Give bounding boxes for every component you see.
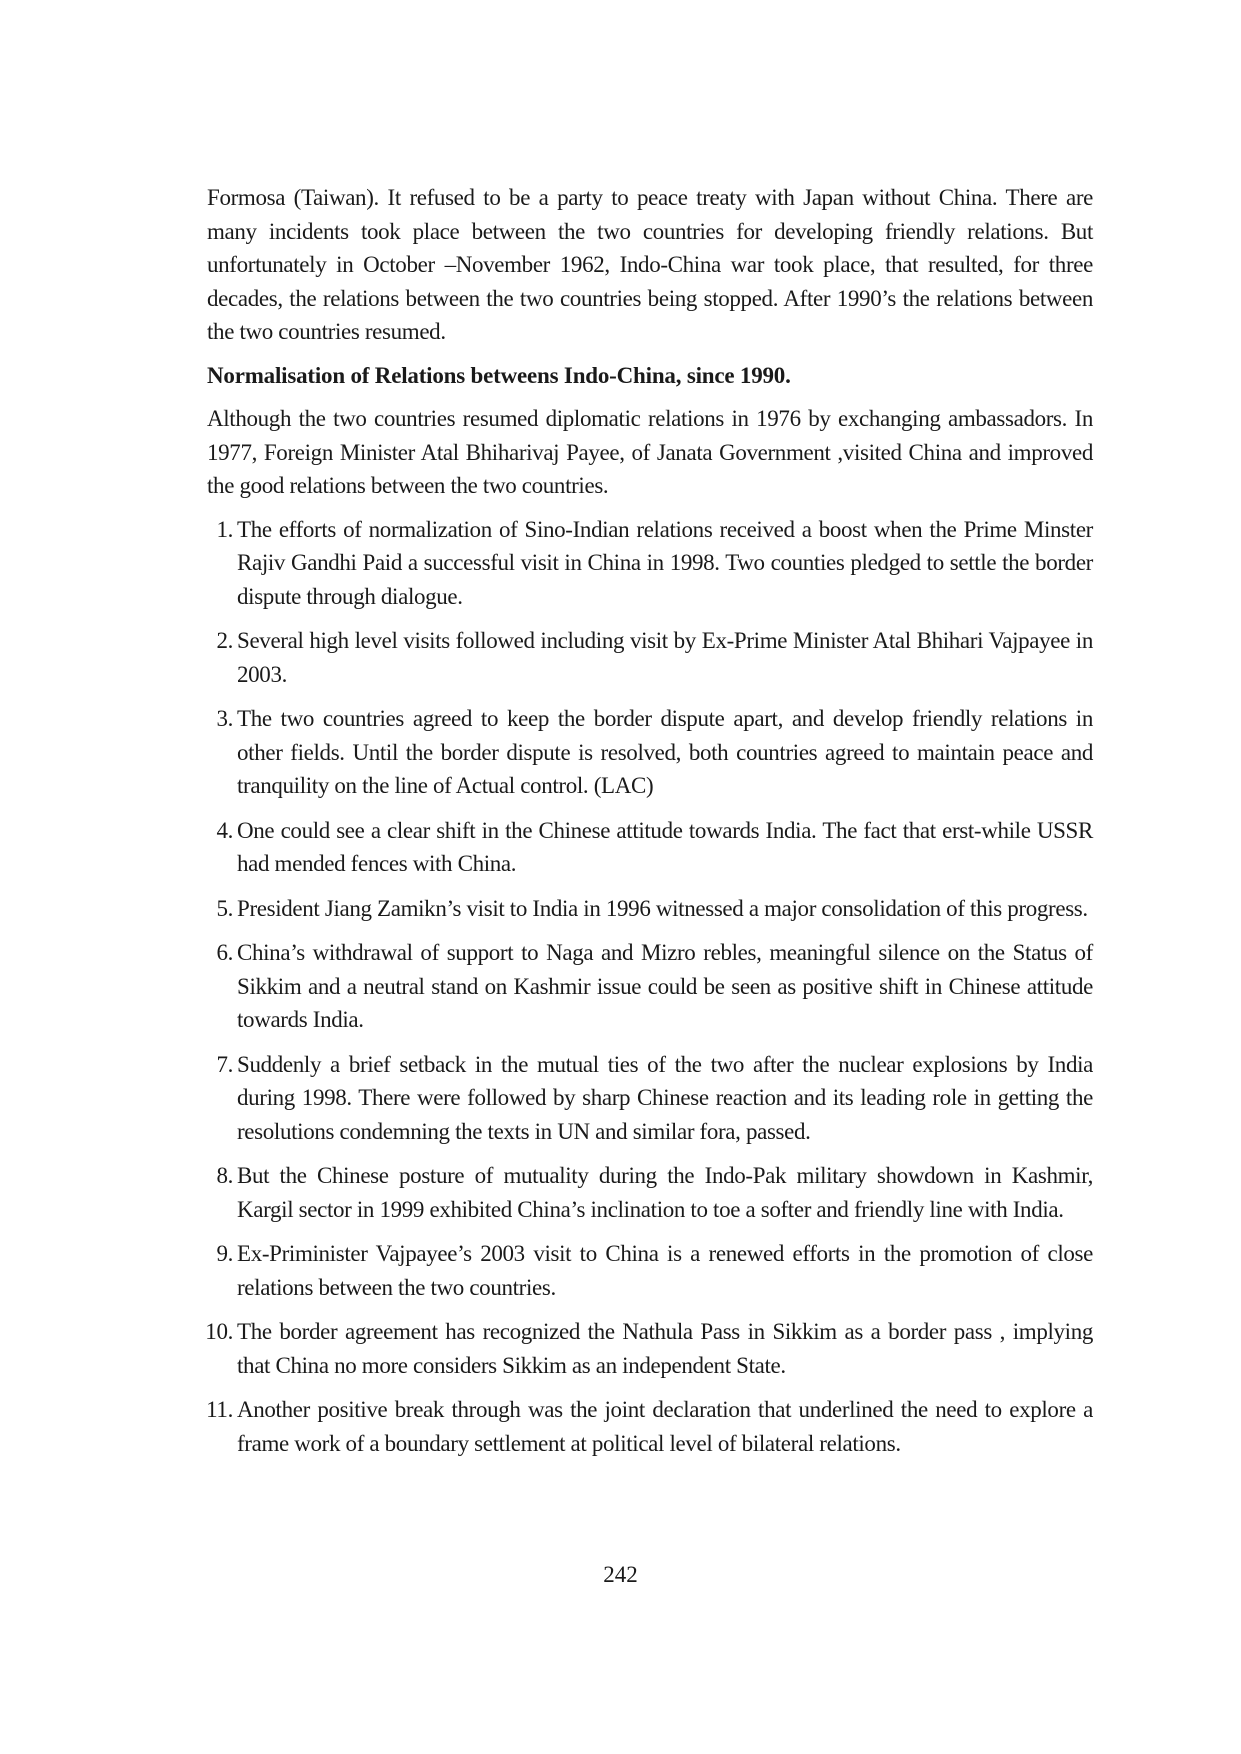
- list-item-text: Another positive break through was the joint declaration that underlined the need to explore a frame work of a boundary settlement at political level of bilateral relations.: [237, 1397, 1093, 1456]
- list-item-text: President Jiang Zamikn’s visit to India in 1996 witnessed a major consolidation of this progress.: [237, 895, 1088, 921]
- list-item-text: Suddenly a brief setback in the mutual ties of the two after the nuclear explosions by India during 1998. There were followed by sharp Chinese reaction and its leading role in getting the resolutions condemning the texts in UN and similar fora, passed.: [237, 1051, 1093, 1144]
- list-item: [207, 624, 1093, 691]
- list-item: [207, 814, 1093, 881]
- list-item-number: 3.: [216, 706, 233, 731]
- section-paragraph: Although the two countries resumed diplomatic relations in 1976 by exchanging ambassadors. In 1977, Foreign Minister Atal Bhiharivaj Payee, of Janata Government ,visited China and improved the good relations between the two countries.: [207, 406, 1093, 498]
- page-number: 242: [603, 1562, 638, 1587]
- list-item-text: Ex-Priminister Vajpayee’s 2003 visit to China is a renewed efforts in the promotion of close relations between the two countries.: [237, 1241, 1093, 1300]
- list-item-number: 1.: [216, 516, 233, 542]
- list-item: [207, 892, 1093, 926]
- list-item-number: 5.: [216, 895, 233, 921]
- list-item: [207, 1393, 1093, 1460]
- list-item: [207, 1048, 1093, 1149]
- list-item-number: 4.: [216, 817, 233, 843]
- intro-paragraph: Formosa (Taiwan). It refused to be a party to peace treaty with Japan without China. There are many incidents took place between the two countries for developing friendly relations. But unfortunately in October –November 1962, Indo-China war took place, that resulted, for three decades, the relations between the two countries being stopped. After 1990’s the relations between the two countries resumed.: [207, 185, 1093, 344]
- list-item: [207, 936, 1093, 1037]
- list-item-number: 8.: [216, 1163, 233, 1188]
- list-item: [207, 1237, 1093, 1304]
- numbered-list: [207, 513, 1093, 1461]
- list-item-number: 7.: [216, 1051, 233, 1077]
- list-item-text: The border agreement has recognized the Nathula Pass in Sikkim as a border pass , implying that China no more considers Sikkim as an independent State.: [237, 1319, 1093, 1378]
- list-item-text: China’s withdrawal of support to Naga and Mizro rebles, meaningful silence on the Status of Sikkim and a neutral stand on Kashmir issue could be seen as positive shift in Chinese attitude towards India.: [237, 940, 1093, 1032]
- list-item-text: One could see a clear shift in the Chinese attitude towards India. The fact that erst-while USSR had mended fences with China.: [237, 817, 1093, 876]
- list-item-number: 6.: [216, 940, 233, 965]
- list-item: [207, 1315, 1093, 1382]
- list-item-number: 9.: [216, 1241, 233, 1266]
- list-item-number: 11.: [206, 1397, 233, 1422]
- list-item-text: But the Chinese posture of mutuality during the Indo-Pak military showdown in Kashmir, Kargil sector in 1999 exhibited China’s inclination to toe a softer and friendly line with India.: [237, 1163, 1093, 1222]
- page-content: [207, 181, 1093, 1471]
- list-item: [207, 1159, 1093, 1226]
- list-item-text: Several high level visits followed including visit by Ex-Prime Minister Atal Bhihari Vajpayee in 2003.: [237, 628, 1093, 687]
- list-item-number: 2.: [216, 628, 233, 653]
- section-heading: Normalisation of Relations betweens Indo-China, since 1990.: [207, 362, 791, 388]
- list-item-text: The two countries agreed to keep the border dispute apart, and develop friendly relations in other fields. Until the border dispute is resolved, both countries agreed to maintain peace and tranquility on the line of Actual control. (LAC): [237, 706, 1093, 798]
- list-item-text: The efforts of normalization of Sino-Indian relations received a boost when the Prime Minster Rajiv Gandhi Paid a successful visit in China in 1998. Two counties pledged to settle the border dispute through dialogue.: [237, 516, 1093, 609]
- list-item: [207, 702, 1093, 803]
- list-item-number: 10.: [205, 1319, 233, 1344]
- list-item: [207, 513, 1093, 614]
